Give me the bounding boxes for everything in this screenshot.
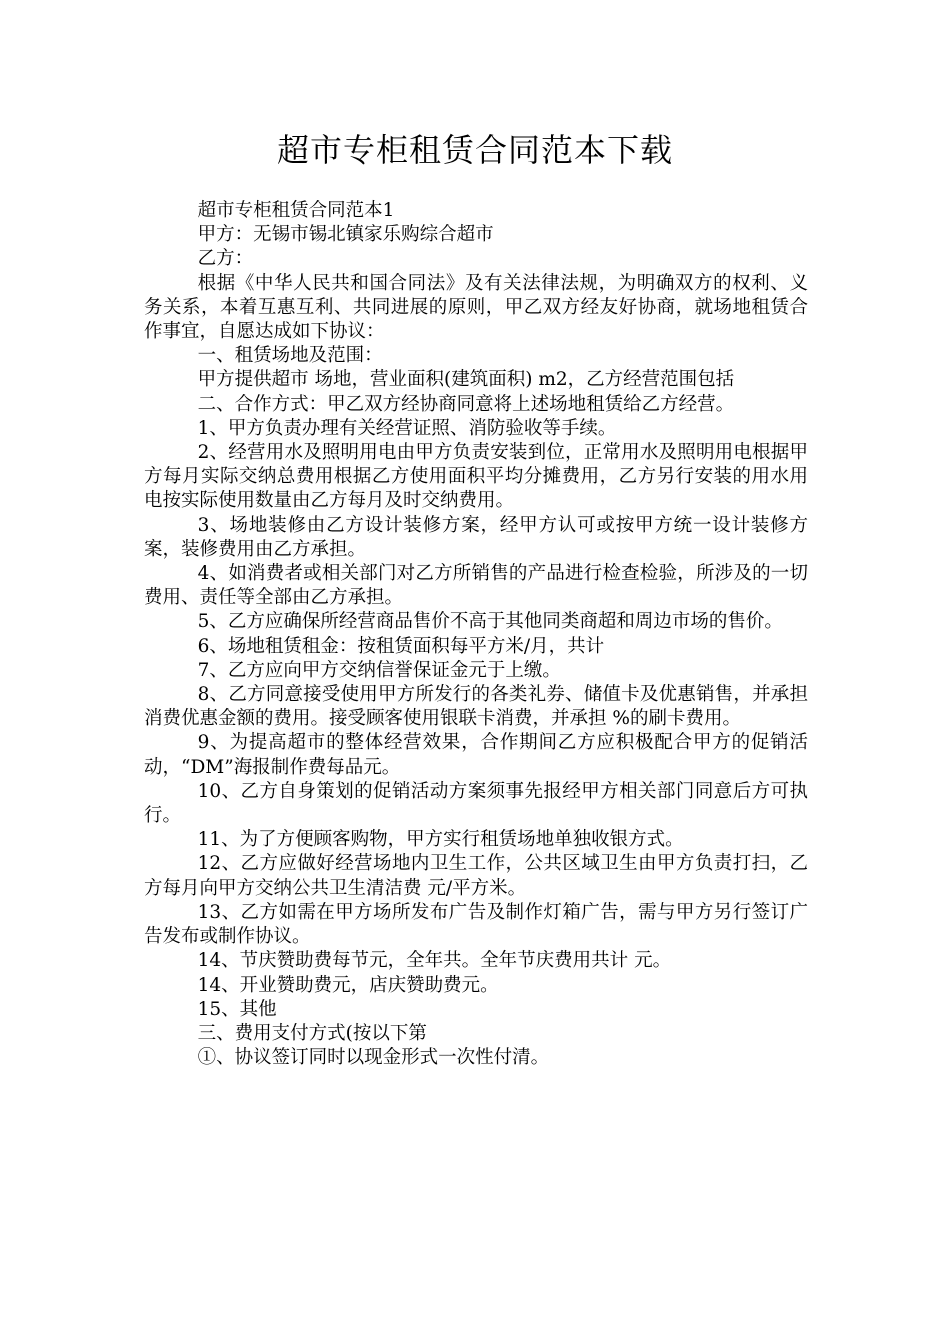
- paragraph: 二、合作方式：甲乙双方经协商同意将上述场地租赁给乙方经营。: [197, 393, 735, 415]
- paragraph: 一、租赁场地及范围：: [197, 345, 383, 367]
- paragraph: ①、协议签订同时以现金形式一次性付清。: [197, 1047, 550, 1069]
- paragraph: 14、节庆赞助费每节元，全年共。全年节庆费用共计 元。: [197, 950, 672, 972]
- paragraph: 14、开业赞助费元，店庆赞助费元。: [197, 974, 499, 996]
- paragraph: 15、其他: [197, 998, 277, 1020]
- document-body: [144, 199, 808, 1070]
- paragraph: 甲方：无锡市锡北镇家乐购综合超市: [197, 224, 494, 246]
- paragraph: 8、乙方同意接受使用甲方所发行的各类礼券、储值卡及优惠销售，并承担消费优惠金额的费用。接受顾客使用银联卡消费，并承担 %的刷卡费用。: [144, 684, 808, 730]
- paragraph: 11、为了方便顾客购物，甲方实行租赁场地单独收银方式。: [197, 829, 684, 851]
- paragraph: 三、费用支付方式(按以下第: [197, 1022, 427, 1044]
- paragraph: 3、场地装修由乙方设计装修方案，经甲方认可或按甲方统一设计装修方案，装修费用由乙方承担。: [144, 514, 808, 560]
- paragraph: 甲方提供超市 场地，营业面积(建筑面积) m2，乙方经营范围包括: [197, 369, 735, 391]
- paragraph: 超市专柜租赁合同范本1: [197, 200, 395, 221]
- paragraph: 乙方：: [197, 248, 254, 270]
- paragraph: 7、乙方应向甲方交纳信誉保证金元于上缴。: [197, 659, 561, 681]
- paragraph: 9、为提高超市的整体经营效果，合作期间乙方应积极配合甲方的促销活动，“DM”海报制作费每品元。: [144, 732, 808, 778]
- paragraph: 1、甲方负责办理有关经营证照、消防验收等手续。: [197, 417, 617, 439]
- document-title: 超市专柜租赁合同范本下载: [276, 131, 673, 169]
- paragraph: 根据《中华人民共和国合同法》及有关法律法规，为明确双方的权利、义务关系，本着互惠互利、共同进展的原则，甲乙双方经友好协商，就场地租赁合作事宜，自愿达成如下协议：: [144, 272, 808, 343]
- paragraph: 12、乙方应做好经营场地内卫生工作，公共区域卫生由甲方负责打扫，乙方每月向甲方交纳公共卫生清洁费 元/平方米。: [144, 853, 808, 899]
- paragraph: 5、乙方应确保所经营商品售价不高于其他同类商超和周边市场的售价。: [197, 611, 783, 633]
- paragraph: 6、场地租赁租金：按租赁面积每平方米/月，共计: [197, 635, 605, 657]
- paragraph: 4、如消费者或相关部门对乙方所销售的产品进行检查检验，所涉及的一切费用、责任等全部由乙方承担。: [144, 563, 808, 609]
- paragraph: 10、乙方自身策划的促销活动方案须事先报经甲方相关部门同意后方可执行。: [144, 780, 808, 827]
- paragraph: 13、乙方如需在甲方场所发布广告及制作灯箱广告，需与甲方另行签订广告发布或制作协议。: [144, 901, 808, 948]
- paragraph: 2、经营用水及照明用电由甲方负责安装到位，正常用水及照明用电根据甲方每月实际交纳总费用根据乙方使用面积平均分摊费用，乙方另行安装的用水用电按实际使用数量由乙方每月及时交纳费用。: [144, 442, 808, 512]
